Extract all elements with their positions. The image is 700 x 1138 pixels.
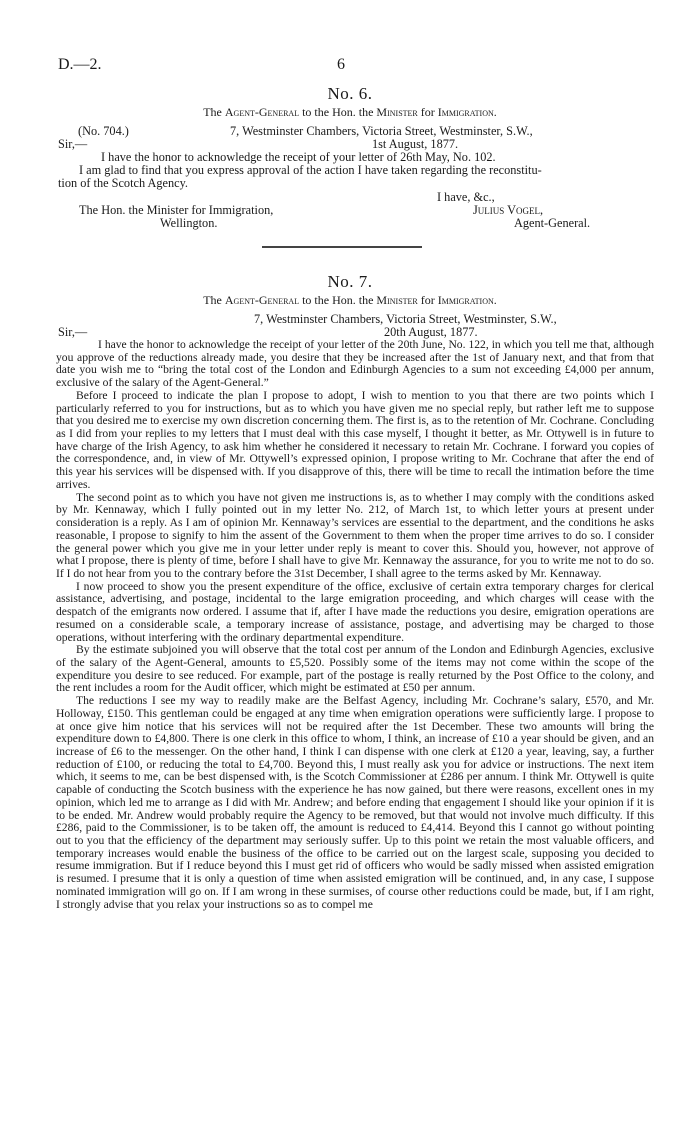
letter-7-paragraph: By the estimate subjoined you will observe that the total cost per annum of the London and Edinburgh Agencies, exclusive of the salary of the Agent-General, amounts to £5,520. Possibly some of the items may not come within the scope of the expenditure you desire to see reduced. For example, part of the postage is really returned by the Post Office to the colony, and the rent includes a room for the Audit officer, which might be estimated at £50 per annum.: [56, 643, 654, 695]
letter-6-signature: Julius Vogel,: [473, 203, 544, 217]
section-divider: [262, 246, 422, 248]
letter-6-paragraph-2-line-1: I am glad to find that you express approval of the action I have taken regarding the reconstitu-: [79, 163, 542, 177]
letter-7-date: 20th August, 1877.: [384, 325, 478, 339]
letter-6-signature-title: Agent-General.: [514, 216, 591, 230]
letter-6-salutation: Sir,—: [58, 137, 88, 151]
letter-7-salutation: Sir,—: [58, 325, 88, 339]
letter-7-body: [56, 339, 654, 911]
letter-6-subtitle: The Agent-General to the Hon. the Minister for Immigration.: [203, 105, 497, 119]
letter-7-subtitle: The Agent-General to the Hon. the Minister for Immigration.: [203, 293, 497, 307]
letter-6-number: No. 6.: [327, 84, 373, 103]
letter-6-paragraph-1: I have the honor to acknowledge the receipt of your letter of 26th May, No. 102.: [101, 150, 496, 164]
letter-6-paragraph-2-line-2: tion of the Scotch Agency.: [58, 176, 188, 190]
letter-7-paragraph: I have the honor to acknowledge the receipt of your letter of the 20th June, No. 122, in which you tell me that, although you approve of the reductions already made, you desire that they be increased after the 1st of January next, and that from that date you wish me to “bring the total cost of the London and Edinburgh Agencies to a sum not exceeding £4,000 per annum, exclusive of the salary of the Agent-General.”: [56, 338, 654, 390]
letter-6-addressee-city: Wellington.: [160, 216, 218, 230]
letter-6-reference: (No. 704.): [78, 124, 129, 138]
letter-6-closing: I have, &c.,: [437, 190, 495, 204]
letter-7-paragraph: Before I proceed to indicate the plan I propose to adopt, I wish to mention to you that there are two points which I particularly referred to you for instructions, but as to which you have given me no special reply, but rather left me to suppose that you desired me to exercise my own discretion concerning them. The first is, as to the retention of Mr. Cochrane. Concluding as I did from your replies to my letters that I must deal with this case myself, I thought it better, as Mr. Ottywell is in future to have charge of the Irish Agency, to ask him whether he considered it necessary to retain Mr. Cochrane. I forward you copies of the correspondence, and, in view of Mr. Ottywell’s expressed opinion, I propose writing to Mr. Cochrane that after the end of this year his services will be dispensed with. If you disapprove of this, there will be time to recall the intimation before the time arrives.: [56, 388, 654, 491]
letter-6-addressee: The Hon. the Minister for Immigration,: [79, 203, 274, 217]
letter-7-number: No. 7.: [327, 272, 373, 291]
page-number: 6: [337, 56, 345, 73]
series-code: D.—2.: [58, 56, 102, 73]
letter-7-paragraph: The second point as to which you have not given me instructions is, as to whether I may comply with the conditions asked by Mr. Kennaway, which I fully pointed out in my letter No. 212, of March 1st, to which letter yours at present under consideration is a reply. As I am of opinion Mr. Kennaway’s services are essential to the department, and the conditions he asks reasonable, I propose to signify to him the assent of the Government to them when the proper time arrives to do so. I consider the general power which you give me in your letter under reply is meant to cover this. Should you, however, not approve of what I propose, there is plenty of time, before I shall have to give Mr. Kennaway the assurance, for you to write me not to do so. If I do not hear from you to the contrary before the 31st December, I shall agree to the terms asked by Mr. Kennaway.: [56, 490, 654, 580]
letter-7-paragraph: The reductions I see my way to readily make are the Belfast Agency, including Mr. Cochrane’s salary, £570, and Mr. Holloway, £150. This gentleman could be engaged at any time when emigration operations were sufficiently large. I propose to at once give him notice that his services will not be required after the 1st December. These two amounts will bring the expenditure down to £4,800. There is one clerk in this office to whom, I think, an increase of £10 a year should be given, and an increase of £6 to the messenger. On the other hand, I think I can dispense with one clerk at £120 a year, leaving, say, a further reduction of £100, or reducing the total to £4,700. Beyond this, I must really ask you for advice or instructions. The next item which, it seems to me, can be best dispensed with, is the Scotch Commissioner at £286 per annum. I think Mr. Ottywell is quite capable of conducting the Scotch business with the experience he has now gained, but there were reasons, excellent ones in my opinion, which led me to arrange as I did with Mr. Andrew; and before ending that engagement I should like your opinion if it is to be ended. Mr. Andrew would probably require the Agency to be removed, but that would not involve much difficulty. If this £286, paid to the Commissioner, is to be taken off, the amount is reduced to £4,414. Beyond this I cannot go without pointing out to you that the efficiency of the department may seriously suffer. Up to this point we retain the most valuable officers, and temporary increases would enable the business of the office to be carried out on the largest scale, supposing you decided to resume immigration. But if I reduce beyond this I must get rid of officers who would be sadly missed when assisted emigration is resumed. I presume that it is only a question of time when assisted emigration will be continued, and, in any case, I suppose nominated immigration will go on. If I am wrong in these surmises, of course other reductions could be made, but, if I am right, I strongly advise that you relax your instructions so as to compel me: [56, 694, 654, 911]
letter-7-paragraph: I now proceed to show you the present expenditure of the office, exclusive of certain extra temporary charges for clerical assistance, advertising, and postage, incidental to the large emigration proceeding, and which charges will cease with the despatch of the emigrants now ordered. I assume that if, after I have made the reductions you desire, emigration operations are resumed on a considerable scale, a temporary increase of assistance, postage, and advertising may be charged to those operations, without interfering with the ordinary departmental expenditure.: [56, 579, 654, 644]
letter-6-date: 1st August, 1877.: [372, 137, 459, 151]
letter-7-address: 7, Westminster Chambers, Victoria Street, Westminster, S.W.,: [254, 312, 557, 326]
letter-6-address: 7, Westminster Chambers, Victoria Street, Westminster, S.W.,: [230, 124, 533, 138]
